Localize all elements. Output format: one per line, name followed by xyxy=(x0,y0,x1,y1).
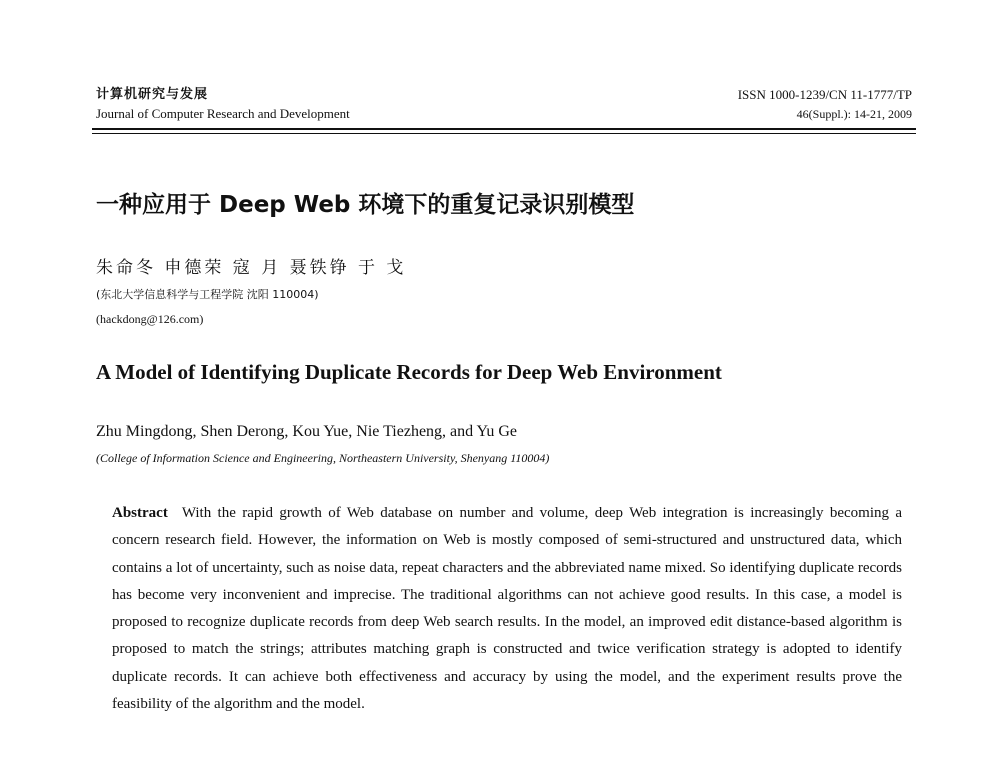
header-rule-thin xyxy=(92,133,916,134)
issue-info xyxy=(738,86,912,123)
contact-email: (hackdong@126.com) xyxy=(96,312,204,326)
authors-en: Zhu Mingdong, Shen Derong, Kou Yue, Nie Tiezheng, and Yu Ge xyxy=(96,423,517,440)
journal-name-cn: 计算机研究与发展 xyxy=(96,87,209,102)
affiliation-cn: (东北大学信息科学与工程学院 沈阳 110004) xyxy=(96,288,319,301)
authors-cn: 朱命冬 申德荣 寇 月 聂铁铮 于 戈 xyxy=(96,258,407,278)
volume-pages: 46(Suppl.): 14-21, 2009 xyxy=(796,107,912,121)
title-cn: 一种应用于 Deep Web 环境下的重复记录识别模型 xyxy=(96,192,635,218)
journal-name-en: Journal of Computer Research and Development xyxy=(96,106,350,121)
affiliation-en: (College of Information Science and Engineering, Northeastern University, Shenyang 110004) xyxy=(96,451,550,465)
title-en: A Model of Identifying Duplicate Records for Deep Web Environment xyxy=(96,360,722,384)
abstract-label: Abstract xyxy=(112,505,168,521)
issn: ISSN 1000-1239/CN 11-1777/TP xyxy=(737,87,912,102)
abstract xyxy=(112,500,902,718)
journal-header xyxy=(96,86,350,123)
header-rule xyxy=(92,128,916,130)
abstract-text: With the rapid growth of Web database on number and volume, deep Web integration is increasingly becoming a concern research field. However, the information on Web is mostly composed of semi-structured and unstructured data, which contains a lot of uncertainty, such as noise data, repeat characters and the abbreviated name mixed. So identifying duplicate records has become very inconvenient and imprecise. The traditional algorithms can not achieve good results. In this case, a model is proposed to recognize duplicate records from deep Web search results. In the model, an improved edit distance-based algorithm is proposed to match the strings; attributes matching graph is constructed and twice verification strategy is adopted to identify duplicate records. It can achieve both effectiveness and accuracy by using the model, and the experiment results prove the feasibility of the algorithm and the model. xyxy=(112,505,902,713)
